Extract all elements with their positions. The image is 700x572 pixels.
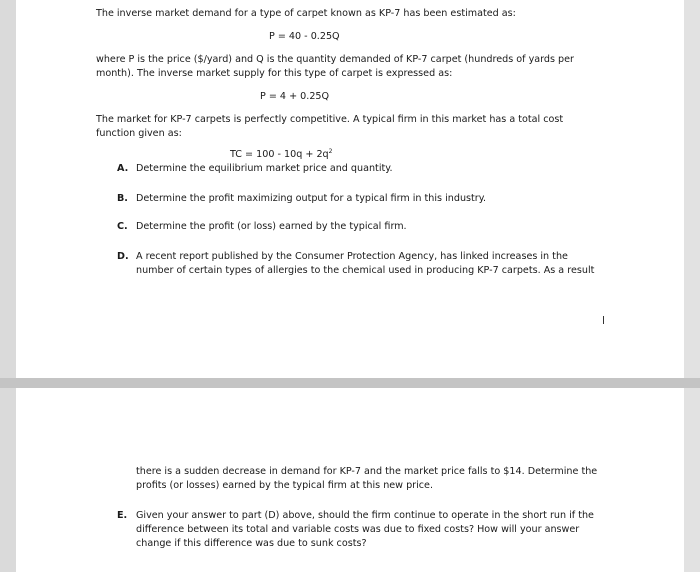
cost-equation-base: TC = 100 - 10q + 2q <box>230 149 329 160</box>
page-separator <box>0 378 700 388</box>
cost-equation <box>230 148 332 162</box>
question-b-label: B. <box>117 193 128 204</box>
question-e-text-line-1: Given your answer to part (D) above, should the firm continue to operate in the short run if the <box>136 510 594 521</box>
demand-equation: P = 40 - 0.25Q <box>269 31 340 42</box>
continued-text-line-1: there is a sudden decrease in demand for KP-7 and the market price falls to $14. Determine the <box>136 466 598 477</box>
continued-text-line-2: profits (or losses) earned by the typical firm at this new price. <box>136 480 433 491</box>
market-text-line-2: function given as: <box>96 128 182 139</box>
question-e-label: E. <box>117 510 128 521</box>
page-shadow-left <box>0 0 16 378</box>
document-page-2 <box>0 388 700 572</box>
question-a-text: Determine the equilibrium market price and quantity. <box>136 163 393 174</box>
cost-equation-exponent: 2 <box>328 148 333 155</box>
question-a-label: A. <box>117 163 129 174</box>
question-e-text-line-2: difference between its total and variable costs was due to fixed costs? How will your answer <box>136 524 580 535</box>
page-shadow-right <box>684 0 700 378</box>
question-d-text-line-2: number of certain types of allergies to the chemical used in producing KP-7 carpets. As a result <box>136 265 595 276</box>
question-c-label: C. <box>117 221 128 232</box>
where-text-line-1: where P is the price ($/yard) and Q is the quantity demanded of KP-7 carpet (hundreds of yards per <box>96 54 574 65</box>
question-b-text: Determine the profit maximizing output for a typical firm in this industry. <box>136 193 487 204</box>
question-e-text-line-3: change if this difference was due to sunk costs? <box>136 538 367 549</box>
question-d-label: D. <box>117 251 129 262</box>
market-text-line-1: The market for KP-7 carpets is perfectly competitive. A typical firm in this market has a total cost <box>96 114 564 125</box>
question-c-text: Determine the profit (or loss) earned by the typical firm. <box>136 221 407 232</box>
question-d-text-line-1: A recent report published by the Consumer Protection Agency, has linked increases in the <box>136 251 568 262</box>
supply-equation: P = 4 + 0.25Q <box>260 91 330 102</box>
page-shadow-right <box>684 388 700 572</box>
intro-text: The inverse market demand for a type of carpet known as KP-7 has been estimated as: <box>96 8 516 19</box>
page-shadow-left <box>0 388 16 572</box>
text-cursor <box>603 316 604 324</box>
where-text-line-2: month). The inverse market supply for this type of carpet is expressed as: <box>96 68 453 79</box>
